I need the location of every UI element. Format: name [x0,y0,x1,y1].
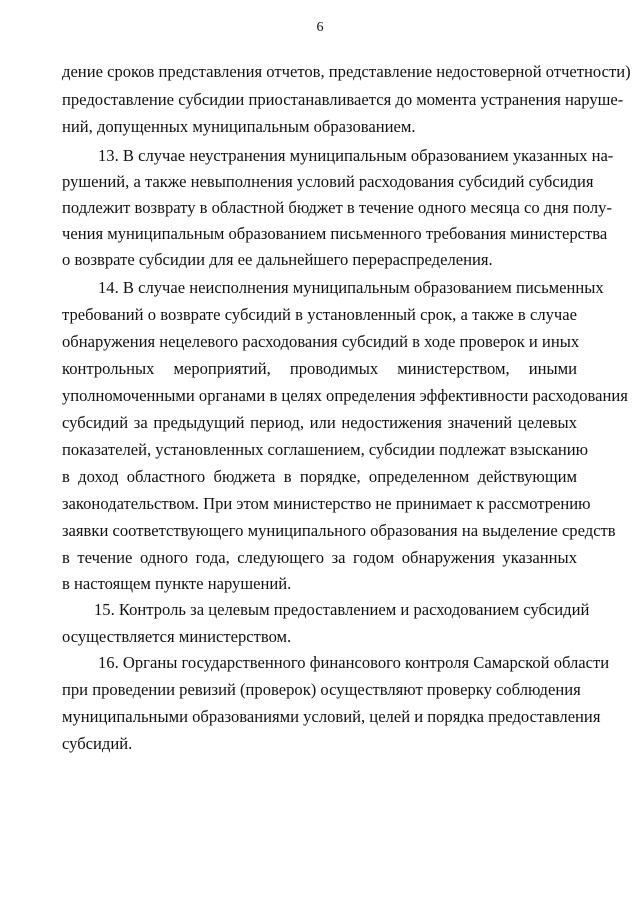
text-line: в течение одного года, следующего за годом обнаружения указанных [62,548,577,567]
text-line: ний, допущенных муниципальным образованием. [62,117,416,136]
paragraph-14-first-line: 14. В случае неисполнения муниципальным образованием письменных [98,278,604,297]
text-line: муниципальными образованиями условий, целей и порядка предоставления [62,707,601,726]
text-line: дение сроков представления отчетов, представление недостоверной отчетности) [62,62,631,81]
text-line: предоставление субсидии приостанавливается до момента устранения наруше- [62,90,624,109]
text-line: законодательством. При этом министерство не принимает к рассмотрению [62,494,591,513]
page-number: 6 [316,20,324,35]
paragraph-15-first-line: 15. Контроль за целевым предоставлением и расходованием субсидий [94,600,590,619]
text-line: субсидий за предыдущий период, или недостижения значений целевых [62,413,577,432]
text-line: при проведении ревизий (проверок) осуществляют проверку соблюдения [62,680,581,699]
text-line: в доход областного бюджета в порядке, определенном действующим [62,467,577,486]
text-line: рушений, а также невыполнения условий расходования субсидий субсидия [62,172,594,191]
text-line: требований о возврате субсидий в установленный срок, а также в случае [62,305,577,324]
text-line: обнаружения нецелевого расходования субсидий в ходе проверок и иных [62,332,580,351]
text-line: осуществляется министерством. [62,627,292,646]
text-line: чения муниципальным образованием письменного требования министерства [62,224,608,243]
text-line: о возврате субсидии для ее дальнейшего перераспределения. [62,250,493,269]
text-line: уполномоченными органами в целях определения эффективности расходования [62,386,628,405]
text-line: показателей, установленных соглашением, субсидии подлежат взысканию [62,440,588,459]
paragraph-13-first-line: 13. В случае неустранения муниципальным образованием указанных на- [98,146,614,165]
text-line: подлежит возврату в областной бюджет в течение одного месяца со дня полу- [62,198,612,217]
paragraph-16-first-line: 16. Органы государственного финансового контроля Самарской области [98,653,610,672]
text-line: заявки соответствующего муниципального образования на выделение средств [62,521,616,540]
text-line: контрольных мероприятий, проводимых министерством, иными [62,359,577,378]
text-line: в настоящем пункте нарушений. [62,574,292,593]
text-line: субсидий. [62,734,133,753]
